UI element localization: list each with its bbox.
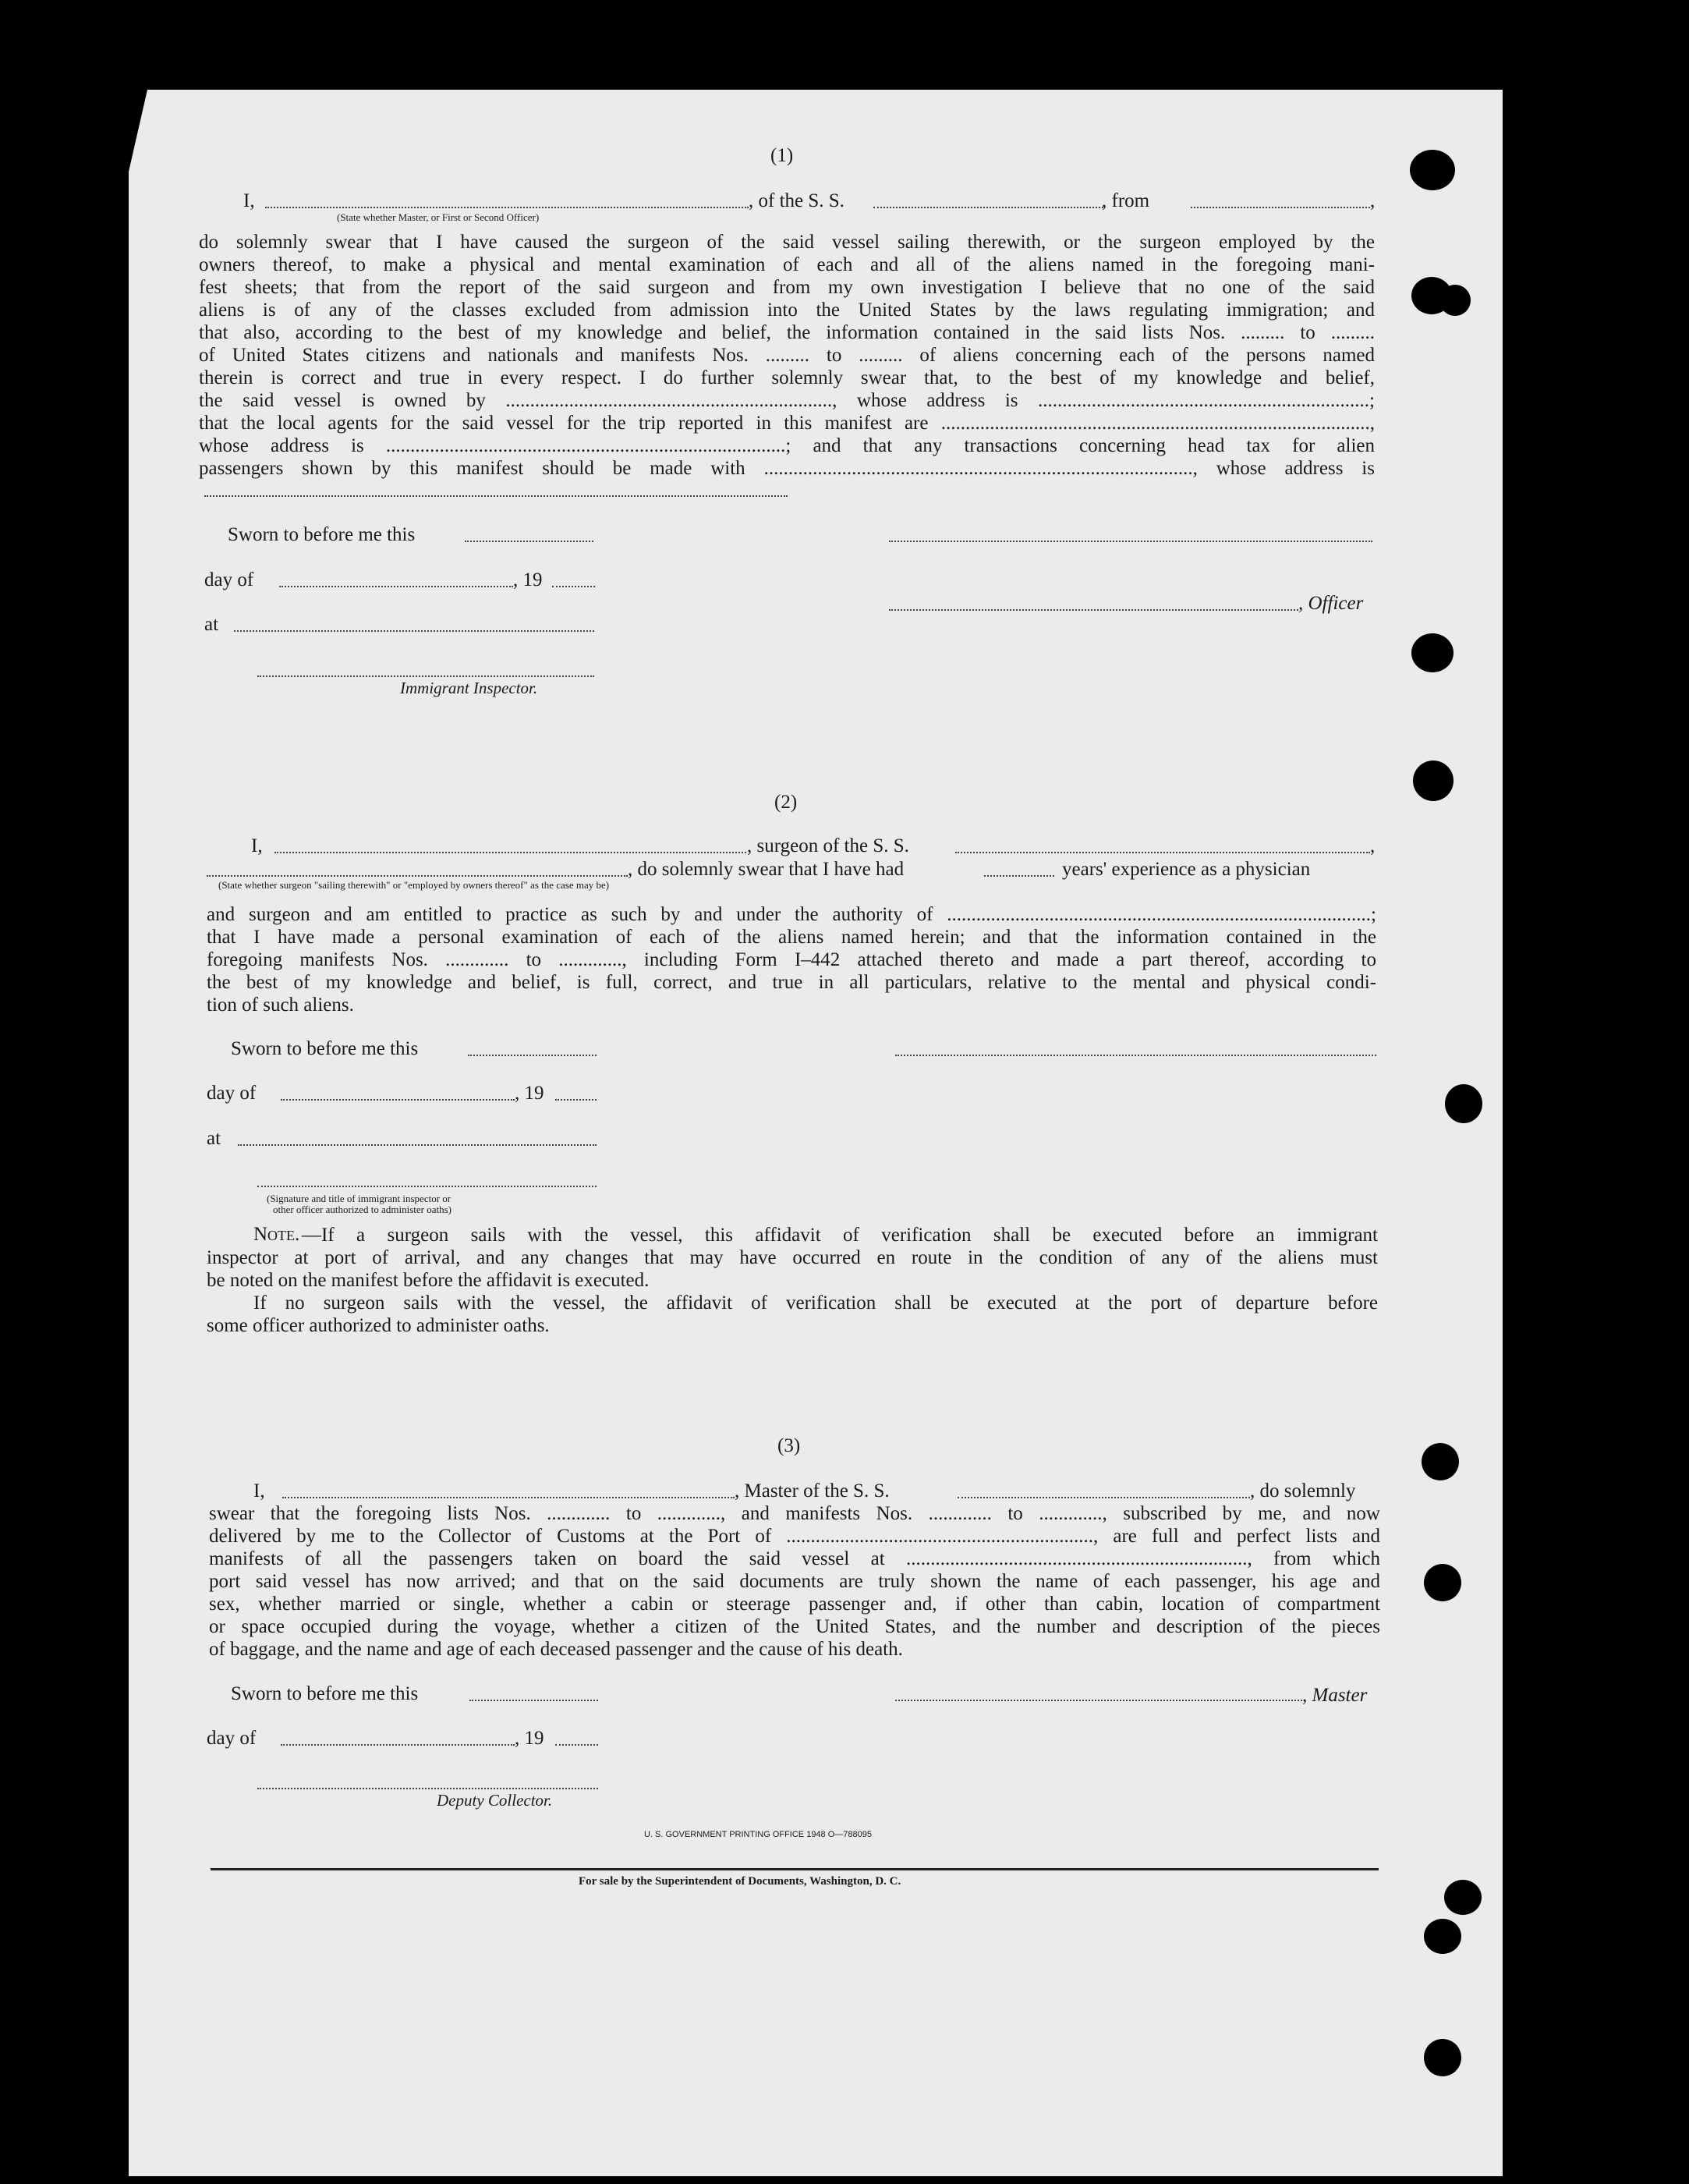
body-line: aliens is of any of the classes excluded from admission into the United States by the laws regulating immigration; and xyxy=(199,300,1375,321)
officer-name-field[interactable] xyxy=(889,609,1298,611)
surgeon-signature-field[interactable] xyxy=(895,1055,1376,1056)
section-1-i-label: I, xyxy=(243,190,255,211)
section-2-body xyxy=(207,903,1376,1016)
body-line: of United States citizens and nationals and manifests Nos. ......... to ......... of aliens concerning each of the persons named xyxy=(199,345,1375,366)
punch-hole xyxy=(1413,760,1454,801)
section-2-i-label: I, xyxy=(251,835,263,856)
sworn-date-field[interactable] xyxy=(468,1055,597,1056)
deputy-label: Deputy Collector. xyxy=(437,1791,553,1810)
sworn-label: Sworn to before me this xyxy=(231,1683,419,1704)
day-of-label: day of xyxy=(204,569,254,590)
body-line: therein is correct and true in every respect. I do further solemnly swear that, to the best of my knowledge and belief, xyxy=(199,367,1375,388)
vessel-name-field[interactable] xyxy=(873,207,1103,208)
body-line: owners thereof, to make a physical and mental examination of each and all of the aliens named in the foregoing mani- xyxy=(199,254,1375,275)
section-1-body xyxy=(199,231,1375,480)
month-field[interactable] xyxy=(281,1744,515,1746)
note-line-text: —If a surgeon sails with the vessel, this affidavit of verification shall be executed before an immigrant xyxy=(302,1225,1378,1246)
at-label: at xyxy=(204,614,219,635)
body-line: manifests of all the passengers taken on board the said vessel at ......................................................................, from which xyxy=(209,1548,1380,1569)
section-3-body xyxy=(209,1502,1380,1661)
surgeon-status-field[interactable] xyxy=(207,875,628,877)
officer-hint: (State whether Master, or First or Second Officer) xyxy=(337,211,540,223)
body-line: that the local agents for the said vessel for the trip reported in this manifest are ........................................................................................, xyxy=(199,413,1375,434)
body-line: that also, according to the best of my knowledge and belief, the information contained in the said lists Nos. ......... to ......... xyxy=(199,322,1375,343)
body-line: that I have made a personal examination of each of the aliens named herein; and that the information contained in the xyxy=(207,927,1376,948)
signature-hint-2: other officer authorized to administer oaths) xyxy=(273,1204,451,1215)
master-signature-field[interactable] xyxy=(895,1700,1302,1701)
note-line: be noted on the manifest before the affidavit is executed. xyxy=(207,1270,650,1291)
sworn-label: Sworn to before me this xyxy=(231,1038,419,1059)
body-line: sex, whether married or single, whether a cabin or steerage passenger and, if other than cabin, location of compartment xyxy=(209,1594,1380,1615)
officer-signature-field[interactable] xyxy=(889,541,1372,542)
sworn-date-field[interactable] xyxy=(465,541,593,542)
at-label: at xyxy=(207,1128,221,1149)
surgeon-vessel-field[interactable] xyxy=(955,852,1370,853)
note-line: some officer authorized to administer oaths. xyxy=(207,1315,550,1336)
month-field[interactable] xyxy=(279,586,513,587)
body-line: delivered by me to the Collector of Customs at the Port of ..............................................................., are full and perfect lists and xyxy=(209,1526,1380,1547)
body-line: of baggage, and the name and age of each deceased passenger and the cause of his death. xyxy=(209,1639,903,1660)
body-line: and surgeon and am entitled to practice as such by and under the authority of .......................................................................................; xyxy=(207,904,1376,925)
body-line: foregoing manifests Nos. ............. to ............., including Form I–442 attached thereto and made a part thereof, according to xyxy=(207,949,1376,970)
punch-hole xyxy=(1424,1564,1461,1601)
punch-hole xyxy=(1424,1919,1461,1954)
section-1-number: (1) xyxy=(770,145,794,166)
officer-label: , Officer xyxy=(1298,593,1364,614)
from-label: , from xyxy=(1102,190,1150,211)
note-body xyxy=(207,1224,1378,1292)
printing-office-line: U. S. GOVERNMENT PRINTING OFFICE 1948 O—788095 xyxy=(644,1830,872,1839)
month-field[interactable] xyxy=(281,1099,515,1101)
body-line: tion of such aliens. xyxy=(207,994,354,1016)
punch-hole xyxy=(1422,1443,1459,1480)
section-3-i-label: I, xyxy=(253,1480,265,1502)
note-label-text: Note. xyxy=(253,1224,300,1245)
note-line-text: If no surgeon sails with the vessel, the affidavit of verification shall be executed at the port of departure before xyxy=(253,1292,1378,1314)
body-line: whose address is ..................................................................................; and that any transactions concerning head tax for alien xyxy=(199,435,1375,456)
master-name-field[interactable] xyxy=(282,1497,735,1498)
punch-hole xyxy=(1444,1880,1482,1915)
years-experience-label: years' experience as a physician xyxy=(1062,859,1311,880)
day-of-label: day of xyxy=(207,1083,257,1104)
officer-title-field[interactable] xyxy=(265,207,749,208)
body-line: the best of my knowledge and belief, is full, correct, and true in all particulars, relative to the mental and physical condi- xyxy=(207,972,1376,993)
solemnly-swear-label: , do solemnly swear that I have had xyxy=(628,859,905,880)
punch-hole xyxy=(1445,1084,1482,1123)
surgeon-of-label: , surgeon of the S. S. xyxy=(747,835,909,856)
do-solemnly-label: , do solemnly xyxy=(1250,1480,1356,1502)
year-field[interactable] xyxy=(552,586,595,587)
body-line: do solemnly swear that I have caused the surgeon of the said vessel sailing therewith, or the surgeon employed by the xyxy=(199,232,1375,253)
master-label: , Master xyxy=(1302,1685,1368,1706)
punch-hole xyxy=(1439,285,1471,316)
body-line: fest sheets; that from the report of the said surgeon and from my own investigation I believe that no one of the said xyxy=(199,277,1375,298)
master-vessel-field[interactable] xyxy=(958,1497,1250,1498)
at-place-field[interactable] xyxy=(234,630,594,632)
administrator-signature-field[interactable] xyxy=(257,1186,597,1187)
body-line: swear that the foregoing lists Nos. ............. to ............., and manifests Nos. ............. to ............., subscribed by me, and now xyxy=(209,1503,1380,1524)
note-2-body xyxy=(207,1292,1378,1337)
inspector-label: Immigrant Inspector. xyxy=(400,679,538,697)
surgeon-status-hint: (State whether surgeon "sailing therewith" or "employed by owners thereof" as the case may be) xyxy=(218,879,610,891)
body-line: or space occupied during the voyage, whether a citizen of the United States, and the number and description of the pieces xyxy=(209,1616,1380,1637)
surgeon-name-field[interactable] xyxy=(274,852,746,853)
sale-notice: For sale by the Superintendent of Documents, Washington, D. C. xyxy=(579,1875,901,1888)
section-2-number: (2) xyxy=(774,792,798,813)
note-line xyxy=(207,1224,1378,1246)
year-field[interactable] xyxy=(555,1744,598,1746)
section-3-number: (3) xyxy=(777,1435,801,1456)
note-line xyxy=(207,1292,1378,1314)
note-line: inspector at port of arrival, and any changes that may have occurred en route in the condition of any of the aliens must xyxy=(207,1247,1378,1268)
punch-hole xyxy=(1424,2039,1461,2076)
signature-hint-1: (Signature and title of immigrant inspector or xyxy=(267,1193,451,1204)
sworn-label: Sworn to before me this xyxy=(228,524,416,545)
punch-hole xyxy=(1411,633,1454,672)
agent-address-field[interactable] xyxy=(204,495,788,497)
year-field[interactable] xyxy=(555,1099,597,1101)
master-of-label: , Master of the S. S. xyxy=(735,1480,890,1502)
years-experience-field[interactable] xyxy=(984,875,1054,877)
at-place-field[interactable] xyxy=(238,1144,597,1146)
year-label: , 19 xyxy=(513,569,543,590)
of-ss-label: , of the S. S. xyxy=(749,190,844,211)
body-line: passengers shown by this manifest should be made with ........................................................................................, whose address is xyxy=(199,458,1375,479)
sworn-date-field[interactable] xyxy=(469,1700,598,1701)
body-line: port said vessel has now arrived; and that on the said documents are truly shown the name of each passenger, his age and xyxy=(209,1571,1380,1592)
from-port-field[interactable] xyxy=(1191,207,1370,208)
body-line: the said vessel is owned by ..................................................................., whose address is ....................................................................; xyxy=(199,390,1375,411)
year-label: , 19 xyxy=(515,1083,544,1104)
day-of-label: day of xyxy=(207,1728,257,1749)
year-label: , 19 xyxy=(515,1728,544,1749)
punch-hole xyxy=(1410,150,1455,190)
